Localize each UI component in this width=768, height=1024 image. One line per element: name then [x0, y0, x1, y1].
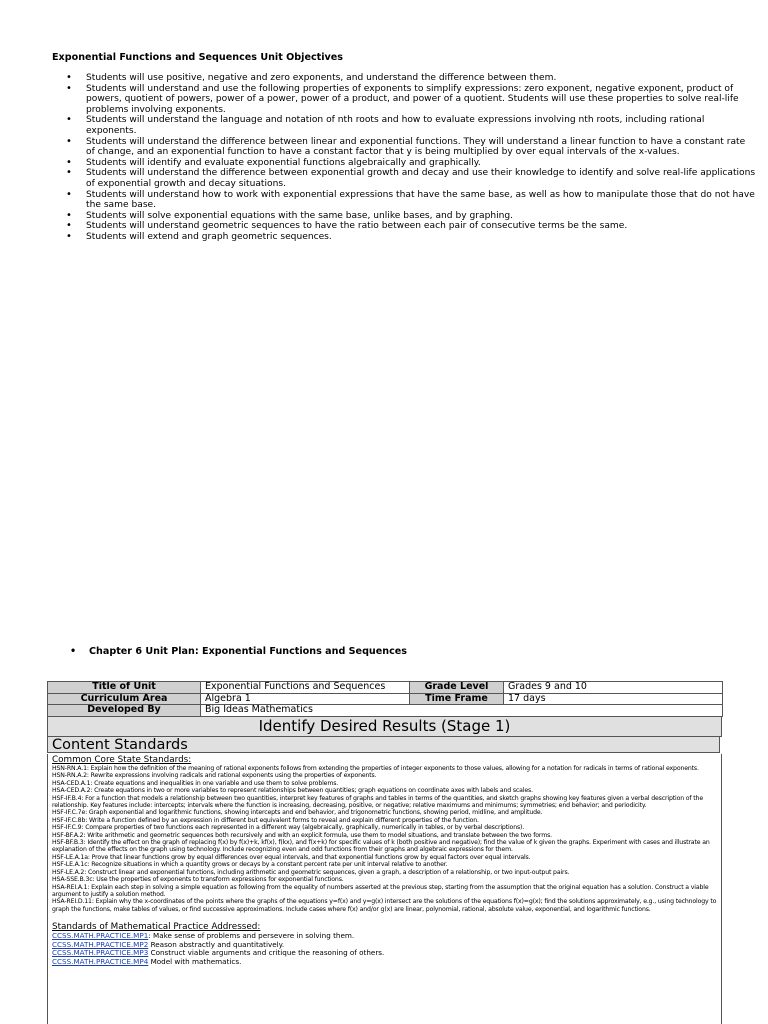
list-item: HSF-IF.B.4: For a function that models a relationship between two quantities, interpret key features of graphs and tables in terms of the quantities, and sketch graphs showing key features given a verbal description of the relationship. Key features include: intercepts; intervals where the function is increasing, decreasing, positive, or negative; relative maximums and minimums; symmetries; end behavior; and periodicity. — [52, 794, 703, 810]
table-row — [48, 705, 723, 717]
list-item: HSF-LE.A.1a: Prove that linear functions grow by equal differences over equal intervals, and that exponential functions grow by equal factors over equal intervals. — [52, 853, 531, 861]
chapter-unit-plan-item — [72, 646, 407, 657]
list-item — [52, 958, 717, 967]
list-item: HSF-LE.A.2: Construct linear and exponential functions, including arithmetic and geometric sequences, given a graph, a description of a relationship, or two input-output pairs. — [52, 868, 570, 876]
practice-link-mp3[interactable]: CCSS.MATH.PRACTICE.MP3 — [52, 948, 149, 958]
list-item: HSN-RN.A.2: Rewrite expressions involving radicals and rational exponents using the properties of exponents. — [52, 772, 377, 780]
practices-list — [52, 932, 717, 966]
content-standards-box — [47, 754, 722, 1024]
list-item: • Students will understand the difference between exponential growth and decay and use their knowledge to identify and solve real-life applications of exponential growth and decay situations. — [86, 168, 756, 189]
practice-link-mp2[interactable]: CCSS.MATH.PRACTICE.MP2 — [52, 939, 149, 949]
list-item: • Students will use positive, negative and zero exponents, and understand the difference between them. — [86, 73, 756, 84]
list-item: HSA-REI.D.11: Explain why the x-coordinates of the points where the graphs of the equations y=f(x) and y=g(x) intersect are the solutions of the equations f(x)=g(x); find the solutions approximately, e.g., using technology to graph the functions, make tables of values, or find successive approximations. Include cases where f(x) and/or g(x) are linear, polynomial, rational, absolute value, exponential, and logarithmic functions. — [52, 898, 717, 913]
time-frame-label: Time Frame — [410, 693, 504, 705]
developed-by-label: Developed By — [48, 705, 201, 717]
list-item: HSA-REI.A.1: Explain each step in solving a simple equation as following from the equality of numbers asserted at the previous step, starting from the assumption that the original equation has a solution. Construct a viable argument to justify a solution method. — [52, 883, 709, 898]
chapter-unit-plan-label: Chapter 6 Unit Plan: Exponential Functions and Sequences — [89, 646, 408, 657]
practices-heading: Standards of Mathematical Practice Addressed: — [52, 922, 261, 933]
list-item: HSA-CED.A.1: Create equations and inequalities in one variable and use them to solve problems. — [52, 779, 339, 787]
list-item: HSF-IF.C.9: Compare properties of two functions each represented in a different way (algebraically, graphically, numerically in tables, or by verbal descriptions). — [52, 824, 525, 832]
list-item: • Students will extend and graph geometric sequences. — [86, 232, 756, 243]
list-item: HSF-BF.B.3: Identify the effect on the graph of replacing f(x) by f(x)+k, kf(x), f(kx), and f(x+k) for specific values of k (both positive and negative); find the value of k given the graphs. Experiment with cases and illustrate an explanation of the effects on the graph using technology. Include recognizing even and odd functions from their graphs and algebraic expressions for them. — [52, 839, 710, 854]
unit-info-table — [47, 681, 723, 717]
title-of-unit-value: Exponential Functions and Sequences — [201, 682, 410, 694]
standards-list — [52, 765, 717, 913]
objectives-list — [52, 73, 756, 243]
table-row — [48, 693, 723, 705]
list-item: HSF-BF.A.2: Write arithmetic and geometric sequences both recursively and with an explicit formula, use them to model situations, and translate between the two forms. — [52, 831, 552, 839]
table-row — [48, 682, 723, 694]
grade-level-value: Grades 9 and 10 — [504, 682, 723, 694]
list-item: • Students will understand the language and notation of nth roots and how to evaluate expressions involving nth roots, including rational exponents. — [86, 115, 756, 136]
list-item: • Students will understand geometric sequences to have the ratio between each pair of consecutive terms be the same. — [86, 221, 756, 232]
list-item: HSA-CED.A.2: Create equations in two or more variables to represent relationships between quantities; graph equations on coordinate axes with labels and scales. — [52, 787, 533, 795]
list-item: • Students will understand the difference between linear and exponential functions. They will understand a linear function to have a constant rate of change, and an exponential function to have a constant factor that y is being multiplied by over equal intervals of the x-values. — [86, 137, 756, 158]
list-item: HSF-IF.C.7e: Graph exponential and logarithmic functions, showing intercepts and end behavior, and trigonometric functions, showing period, midline, and amplitude. — [52, 809, 543, 817]
list-item: • Students will understand and use the following properties of exponents to simplify expressions: zero exponent, negative exponent, product of powers, quotient of powers, power of a power, power of a product, and power of a quotient. Students will use these properties to solve real-life problems involving exponents. — [86, 84, 756, 116]
list-item: HSA-SSE.B.3c: Use the properties of exponents to transform expressions for exponential functions. — [52, 876, 344, 884]
content-standards-title: Content Standards — [47, 736, 720, 753]
list-item: HSF-IF.C.8b: Write a function defined by an expression in different but equivalent forms to reveal and explain different properties of the function. — [52, 816, 479, 824]
list-item: • Students will solve exponential equations with the same base, unlike bases, and by graphing. — [86, 211, 756, 222]
developed-by-value: Big Ideas Mathematics — [201, 705, 723, 717]
unit-objectives-heading: Exponential Functions and Sequences Unit Objectives — [52, 52, 344, 63]
practice-text: : Make sense of problems and persevere in solving them. — [148, 931, 355, 941]
list-item: • Students will identify and evaluate exponential functions algebraically and graphically. — [86, 158, 756, 169]
practice-text: Reason abstractly and quantitatively. — [148, 939, 285, 949]
stage-title: Identify Desired Results (Stage 1) — [47, 716, 722, 737]
title-of-unit-label: Title of Unit — [48, 682, 201, 694]
practice-text: Construct viable arguments and critique the reasoning of others. — [148, 948, 385, 958]
time-frame-value: 17 days — [504, 693, 723, 705]
curriculum-area-label: Curriculum Area — [48, 693, 201, 705]
list-item: HSF-LE.A.1c: Recognize situations in which a quantity grows or decays by a constant percent rate per unit interval relative to another. — [52, 861, 448, 869]
practice-text: Model with mathematics. — [148, 956, 242, 966]
practice-link-mp1[interactable]: CCSS.MATH.PRACTICE.MP1 — [52, 931, 149, 941]
grade-level-label: Grade Level — [410, 682, 504, 694]
list-item: • Students will understand how to work with exponential expressions that have the same base, as well as how to manipulate those that do not have the same base. — [86, 190, 756, 211]
curriculum-area-value: Algebra 1 — [201, 693, 410, 705]
common-core-heading: Common Core State Standards: — [52, 755, 192, 765]
practice-link-mp4[interactable]: CCSS.MATH.PRACTICE.MP4 — [52, 956, 149, 966]
list-item: HSN-RN.A.1: Explain how the definition of the meaning of rational exponents follows from extending the properties of integer exponents to those values, allowing for a notation for radicals in terms of rational exponents. — [52, 765, 699, 772]
